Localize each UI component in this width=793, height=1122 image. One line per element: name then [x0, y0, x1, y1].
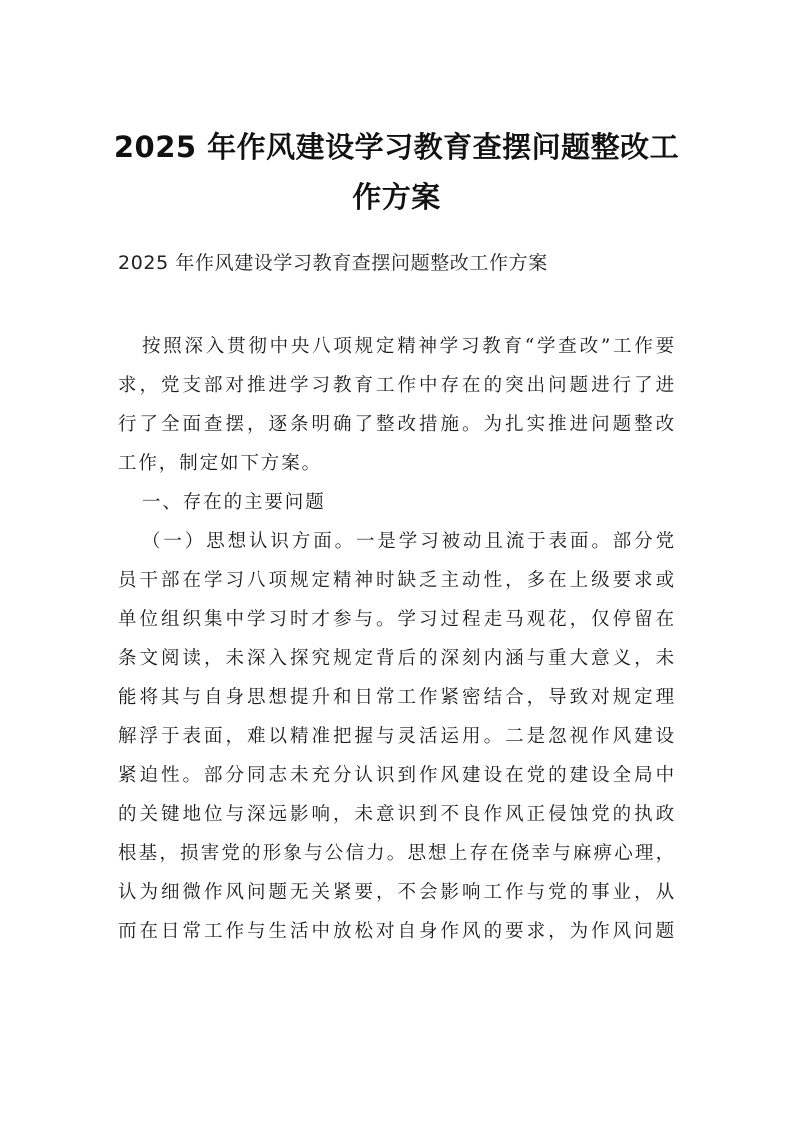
section-line: 认为细微作风问题无关紧要，不会影响工作与党的事业，从	[118, 882, 676, 903]
document-title	[110, 122, 683, 222]
section-line: 单位组织集中学习时才参与。学习过程走马观花，仅停留在	[118, 609, 676, 630]
intro-line: 工作，制定如下方案。	[118, 453, 323, 474]
document-title-line-1: 2025 年作风建设学习教育查摆问题整改工	[113, 130, 680, 164]
document-title-line-2: 作方案	[352, 180, 441, 214]
section-line: 条文阅读，未深入探究规定背后的深刻内涵与重大意义，未	[118, 648, 676, 669]
section-heading: 一、存在的主要问题	[142, 492, 326, 513]
section-line: 紧迫性。部分同志未充分认识到作风建设在党的建设全局中	[118, 765, 676, 786]
intro-line: 求，党支部对推进学习教育工作中存在的突出问题进行了进	[118, 375, 676, 396]
intro-line: 行了全面查摆，逐条明确了整改措施。为扎实推进问题整改	[118, 414, 676, 435]
section-line: 而在日常工作与生活中放松对自身作风的要求，为作风问题	[118, 921, 676, 942]
section-line: 解浮于表面，难以精准把握与灵活运用。二是忽视作风建设	[118, 726, 676, 747]
section-line: 能将其与自身思想提升和日常工作紧密结合，导致对规定理	[118, 687, 676, 708]
section-1-paragraph	[118, 522, 676, 951]
intro-paragraph	[118, 327, 676, 522]
section-line: 根基，损害党的形象与公信力。思想上存在侥幸与麻痹心理，	[118, 843, 676, 864]
section-line: 员干部在学习八项规定精神时缺乏主动性，多在上级要求或	[118, 570, 676, 591]
intro-line: 按照深入贯彻中央八项规定精神学习教育“学查改”工作要	[142, 336, 676, 357]
section-line: 的关键地位与深远影响，未意识到不良作风正侵蚀党的执政	[118, 804, 676, 825]
section-line: （一）思想认识方面。一是学习被动且流于表面。部分党	[142, 531, 676, 552]
document-subtitle: 2025 年作风建设学习教育查摆问题整改工作方案	[118, 252, 548, 274]
